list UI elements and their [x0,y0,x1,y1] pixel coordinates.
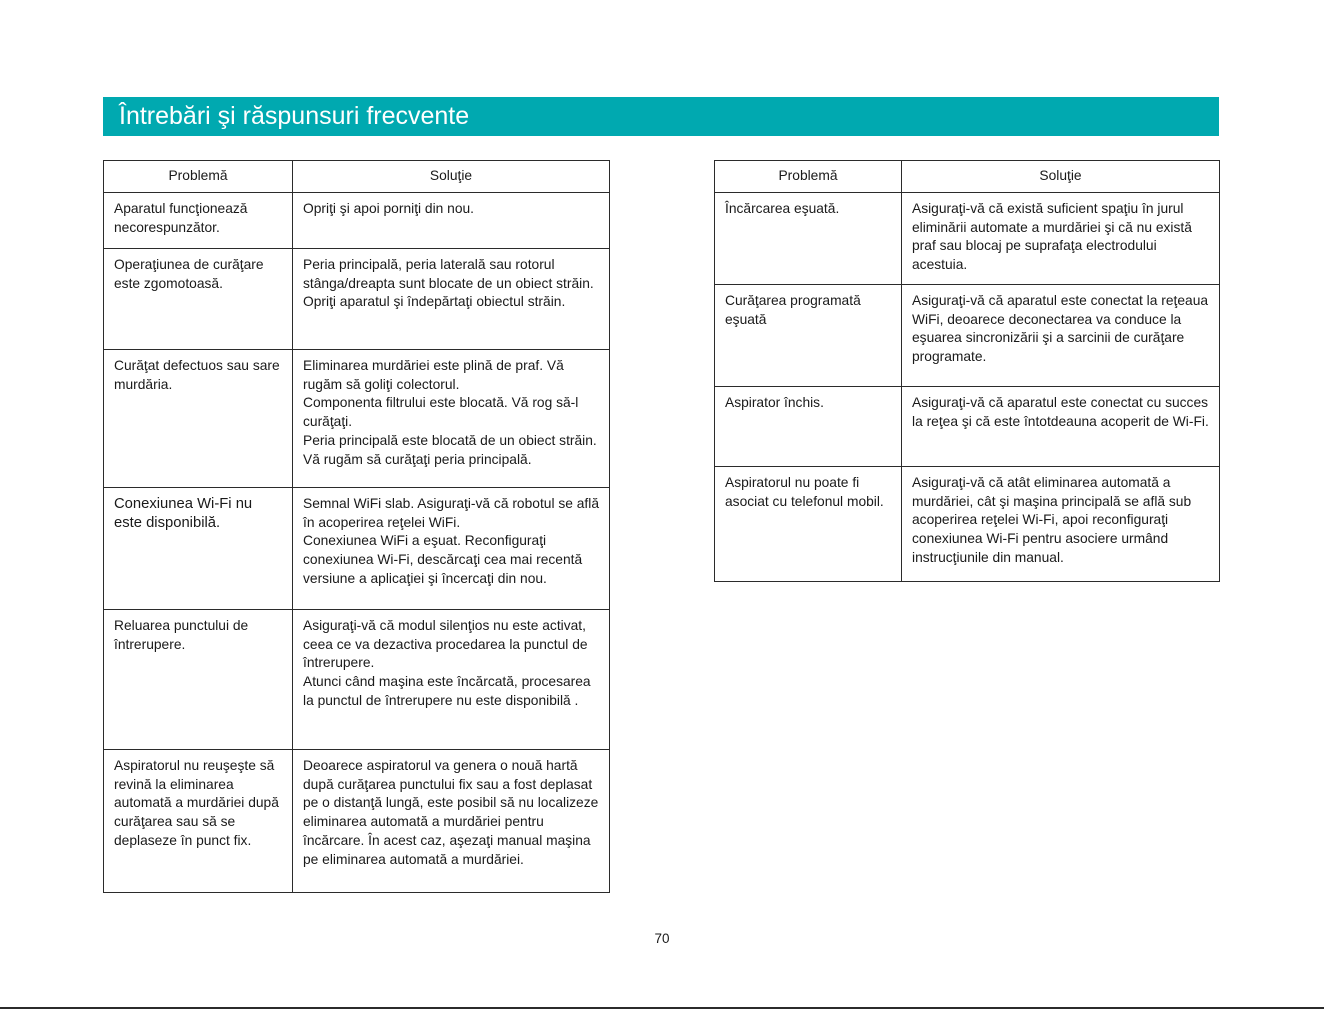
solution-text: Semnal WiFi slab. Asiguraţi-vă că robotul se află în acoperirea reţelei WiFi. [303,496,599,530]
table-row [715,285,1220,387]
solution-cell [902,467,1220,582]
solution-text: Peria principală, peria laterală sau rotorul stânga/dreapta sunt blocate de un obiect străin. Opriţi aparatul şi îndepărtaţi obiectul străin. [303,257,594,310]
table-header-row [715,161,1220,193]
page-title: Întrebări şi răspunsuri frecvente [119,102,470,130]
problem-cell: Reluarea punctului de întrerupere. [104,610,293,750]
problem-cell: Încărcarea eşuată. [715,193,902,285]
solution-cell [293,488,610,610]
solution-cell [902,193,1220,285]
solution-cell [293,193,610,249]
page-number: 70 [654,931,670,946]
solution-cell [293,249,610,350]
column-header-problem: Problemă [715,161,902,193]
problem-cell: Aparatul funcţionează necorespunzător. [104,193,293,249]
solution-cell [293,750,610,893]
solution-text: Asiguraţi-vă că modul silenţios nu este activat, ceea ce va dezactiva procedarea la punctul de întrerupere. [303,618,588,671]
table-row [104,750,610,893]
table-row [104,249,610,350]
table-row [104,193,610,249]
solution-cell [293,610,610,750]
solution-cell [902,285,1220,387]
table-row [104,350,610,488]
table-header-row [104,161,610,193]
column-header-solution: Soluţie [293,161,610,193]
solution-text: Opriţi şi apoi porniţi din nou. [303,201,475,216]
solution-text: Atunci când maşina este încărcată, procesarea la punctul de întrerupere nu este disponibilă . [303,674,591,708]
problem-cell: Aspiratorul nu reuşeşte să revină la eliminarea automată a murdăriei după curăţarea sau să se deplaseze în punct fix. [104,750,293,893]
section-banner [103,97,1219,136]
solution-text: Asiguraţi-vă că atât eliminarea automată a murdăriei, cât şi maşina principală se află sub acoperirea reţelei Wi-Fi, apoi reconfiguraţi conexiunea Wi-Fi pentru asociere urmând instrucţiunile din manual. [912,475,1192,565]
solution-text: Deoarece aspiratorul va genera o nouă hartă după curăţarea punctului fix sau a fost deplasat pe o distanţă lungă, este posibil să nu localizeze eliminarea automată a murdăriei pentru încărcare. În acest caz, aşezaţi manual maşina pe eliminarea automată a murdăriei. [303,758,599,867]
solution-text: Asiguraţi-vă că aparatul este conectat la reţeaua WiFi, deoarece deconectarea va conduce la eşuarea sincronizării şi a sarcinii de curăţare programate. [912,293,1209,365]
solution-cell [902,387,1220,467]
solution-text: Asiguraţi-vă că aparatul este conectat cu succes la reţea şi că este întotdeauna acoperit de Wi-Fi. [912,395,1209,429]
solution-text: Conexiunea WiFi a eşuat. Reconfiguraţi conexiunea Wi-Fi, descărcaţi cea mai recentă versiune a aplicaţiei şi încercaţi din nou. [303,533,583,586]
problem-cell: Aspirator închis. [715,387,902,467]
table-row [715,467,1220,582]
column-header-solution: Soluţie [902,161,1220,193]
problem-cell: Conexiunea Wi-Fi nu este disponibilă. [104,488,293,610]
solution-text: Asiguraţi-vă că există suficient spaţiu în jurul eliminării automate a murdăriei şi că nu există praf sau blocaj pe suprafaţa electrodului acestuia. [912,201,1192,273]
column-header-problem: Problemă [104,161,293,193]
solution-text: Eliminarea murdăriei este plină de praf. Vă rugăm să goliţi colectorul. [303,358,564,392]
problem-cell: Curăţarea programată eşuată [715,285,902,387]
faq-table-right [714,160,1220,582]
table-row [104,488,610,610]
problem-cell: Aspiratorul nu poate fi asociat cu telefonul mobil. [715,467,902,582]
solution-cell [293,350,610,488]
solution-text: Peria principală este blocată de un obiect străin. Vă rugăm să curăţaţi peria principală. [303,432,597,467]
table-row [715,387,1220,467]
problem-cell: Operaţiunea de curăţare este zgomotoasă. [104,249,293,350]
faq-table-left [103,160,610,893]
solution-text: Componenta filtrului este blocată. Vă rog să-l curăţaţi. [303,395,579,430]
problem-cell: Curăţat defectuos sau sare murdăria. [104,350,293,488]
table-row [104,610,610,750]
table-row [715,193,1220,285]
